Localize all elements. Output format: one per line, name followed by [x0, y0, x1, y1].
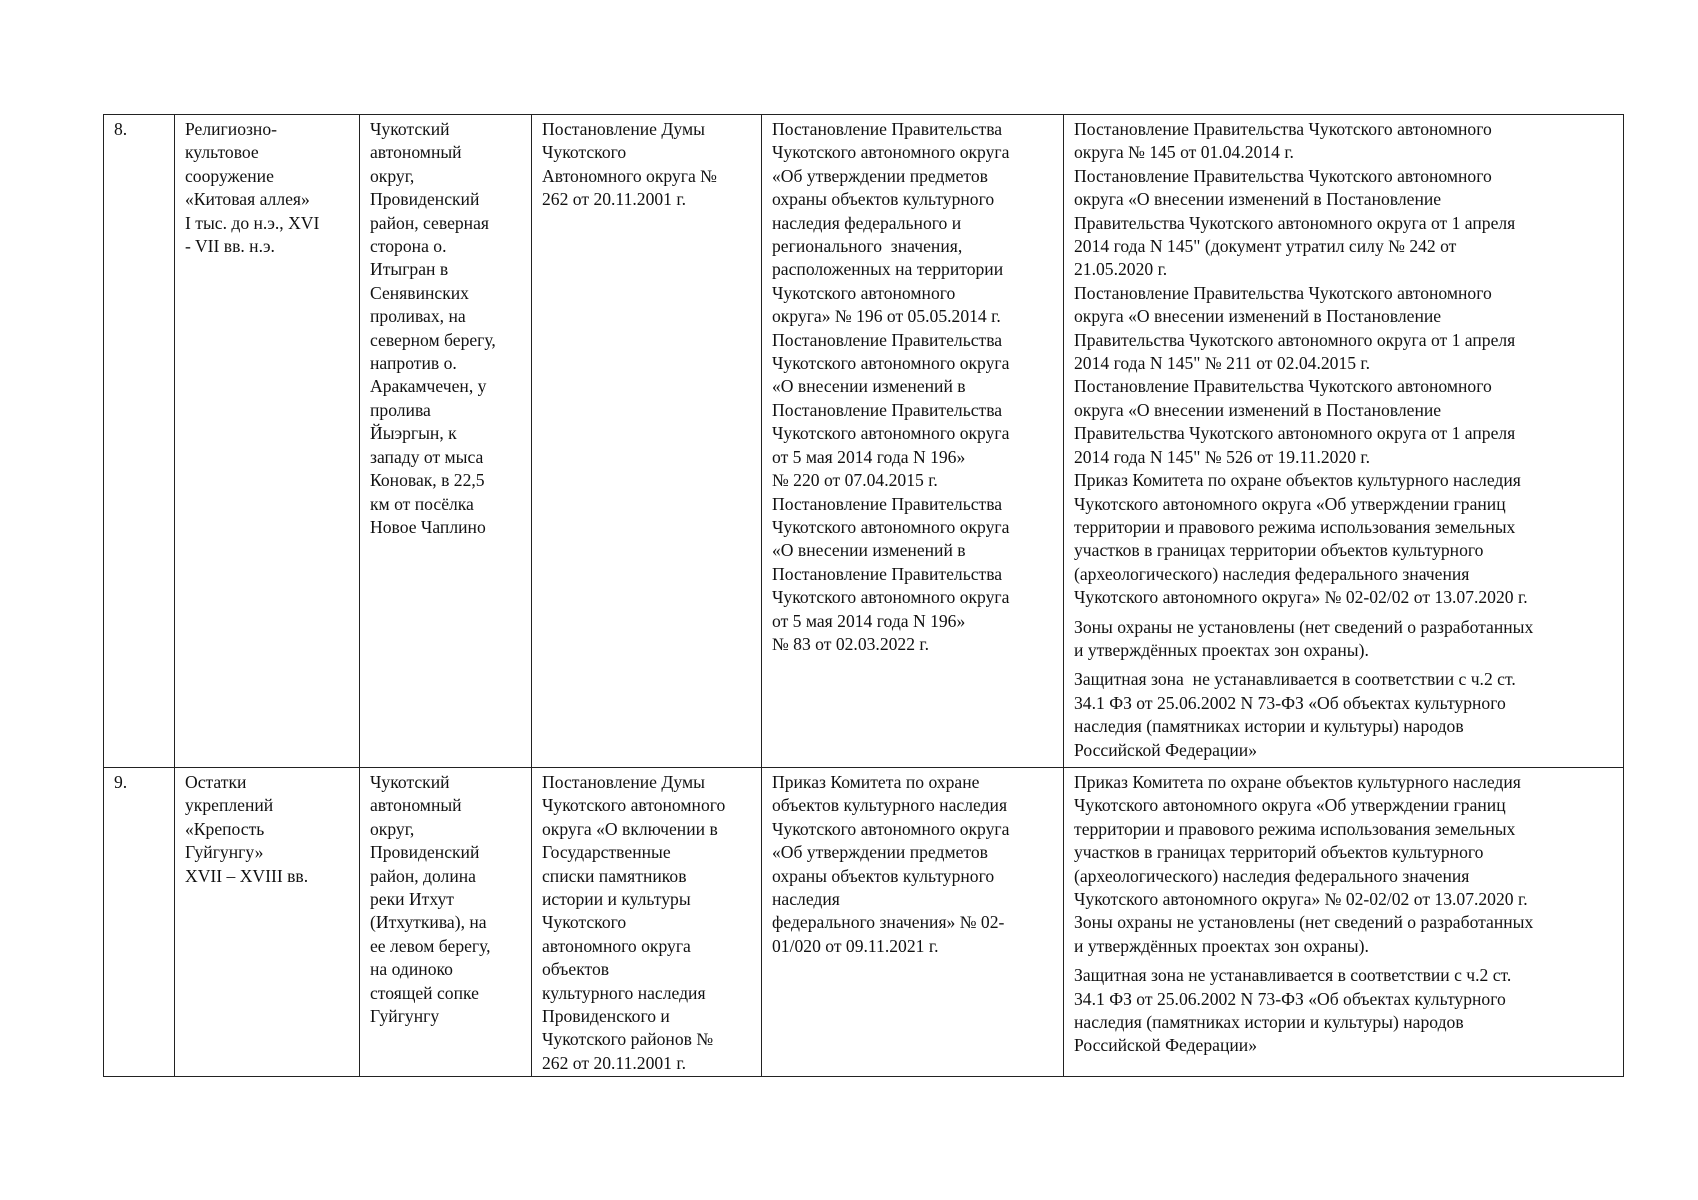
text-line: и утверждённых проектах зон охраны). [1074, 935, 1369, 956]
text-line: Чукотского автономного округа [772, 818, 1010, 839]
text-line: Постановление Правительства [772, 119, 1003, 139]
object-location-cell [360, 768, 532, 1077]
text-line: участков в границах территории объектов культурного [1074, 540, 1484, 561]
text-line: округ, [370, 165, 415, 186]
text-line: Сенявинских [370, 282, 469, 303]
text-line: Постановление Думы [542, 119, 705, 139]
table-row [104, 768, 1624, 1077]
text-line: 262 от 20.11.2001 г. [542, 1052, 686, 1073]
text-line: Новое Чаплино [370, 516, 486, 537]
protection-subject-cell [762, 768, 1064, 1077]
text-line: Чукотского автономного округа «Об утверждении границ [1074, 493, 1506, 514]
text-line: Зоны охраны не установлены (нет сведений о разработанных [1074, 616, 1534, 637]
text-line: наследия [772, 889, 840, 910]
text-line: наследия (памятниках истории и культуры) народов [1074, 1012, 1464, 1033]
text-line: округа «О внесении изменений в Постановление [1074, 189, 1442, 210]
text-line: Провиденский [370, 189, 480, 210]
text-line: Чукотского автономного округа» № 02-02/02 от 13.07.2020 г. [1074, 587, 1528, 608]
document-paragraph [1074, 668, 1620, 762]
text-line: округа «О внесении изменений в Постановление [1074, 399, 1442, 420]
text-line: ее левом берегу, [370, 935, 491, 956]
text-line: 01/020 от 09.11.2021 г. [772, 935, 939, 956]
text-line: регионального значения, [772, 236, 963, 257]
text-line: Чукотского районов № [542, 1029, 714, 1050]
text-line: проливах, на [370, 306, 466, 327]
object-name-cell [175, 768, 360, 1077]
text-line: округа» № 196 от 05.05.2014 г. [772, 306, 1001, 327]
registration-decision-cell [532, 115, 762, 768]
text-line: культурного наследия [542, 982, 706, 1003]
text-line: Постановление Правительства [772, 563, 1003, 584]
text-line: Постановление Правительства [772, 399, 1003, 420]
row-number-cell [104, 768, 175, 1077]
row-number: 9. [114, 772, 128, 792]
text-line: территории и правового режима использования земельных [1074, 818, 1516, 839]
text-line: Постановление Правительства Чукотского автономного [1074, 119, 1492, 139]
text-line: округа «О внесении изменений в Постановление [1074, 306, 1442, 327]
text-line: пролива [370, 399, 431, 420]
text-line: 34.1 ФЗ от 25.06.2002 N 73-ФЗ «Об объектах культурного [1074, 988, 1506, 1009]
text-line: № 220 от 07.04.2015 г. [772, 470, 938, 491]
text-line: сторона о. [370, 236, 447, 257]
text-line: район, долина [370, 865, 476, 886]
registration-decision-cell [532, 768, 762, 1077]
text-line: от 5 мая 2014 года N 196» [772, 446, 966, 467]
text-line: (археологического) наследия федерального значения [1074, 865, 1470, 886]
text-line: Чукотский [370, 772, 450, 792]
text-line: 262 от 20.11.2001 г. [542, 189, 686, 210]
text-line: автономный [370, 142, 462, 163]
text-line: федерального значения» № 02- [772, 912, 1005, 933]
text-line: на одиноко [370, 959, 453, 980]
text-line: Российской Федерации» [1074, 1035, 1257, 1056]
row-number: 8. [114, 119, 128, 139]
text-line: Приказ Комитета по охране [772, 772, 980, 792]
text-line: реки Итхут [370, 889, 454, 910]
text-line: объектов культурного наследия [772, 795, 1008, 816]
text-line: «Об утверждении предметов [772, 165, 988, 186]
text-line: автономного округа [542, 935, 691, 956]
boundary-documents-cell [1064, 115, 1624, 768]
text-line: Чукотского автономного округа [772, 142, 1010, 163]
text-line: Провиденский [370, 842, 480, 863]
text-line: Остатки [185, 772, 247, 792]
text-line: списки памятников [542, 865, 687, 886]
text-line: Чукотского автономного [542, 795, 726, 816]
text-line: сооружение [185, 165, 274, 186]
text-line: охраны объектов культурного [772, 865, 995, 886]
text-line: Чукотского автономного округа [772, 587, 1010, 608]
text-line: Защитная зона не устанавливается в соответствии с ч.2 ст. [1074, 965, 1512, 986]
text-line: район, северная [370, 212, 489, 233]
text-line: и утверждённых проектах зон охраны). [1074, 639, 1369, 660]
text-line: I тыс. до н.э., XVI [185, 212, 320, 233]
text-line: территории и правового режима использования земельных [1074, 516, 1516, 537]
text-line: округ, [370, 818, 415, 839]
table-row [104, 115, 1624, 768]
text-line: от 5 мая 2014 года N 196» [772, 610, 966, 631]
text-line: Гуйгунгу [370, 1006, 440, 1027]
text-line: культовое [185, 142, 259, 163]
document-paragraph [1074, 964, 1620, 1058]
heritage-objects-table [103, 114, 1624, 1077]
text-line: Зоны охраны не установлены (нет сведений о разработанных [1074, 912, 1534, 933]
text-line: округа № 145 от 01.04.2014 г. [1074, 142, 1294, 163]
boundary-documents-cell [1064, 768, 1624, 1077]
text-line: «О внесении изменений в [772, 376, 966, 397]
text-line: Защитная зона не устанавливается в соответствии с ч.2 ст. [1074, 669, 1516, 690]
text-line: - VII вв. н.э. [185, 236, 275, 257]
text-line: Чукотского автономного округа [772, 423, 1010, 444]
text-line: Гуйгунгу» [185, 842, 264, 863]
text-line: «Об утверждении предметов [772, 842, 988, 863]
document-paragraph [1074, 118, 1620, 610]
text-line: Правительства Чукотского автономного округа от 1 апреля [1074, 329, 1516, 350]
text-line: км от посёлка [370, 493, 474, 514]
text-line: Чукотского автономного округа» № 02-02/02 от 13.07.2020 г. [1074, 889, 1528, 910]
text-line: Провиденского и [542, 1006, 670, 1027]
table-body [104, 115, 1624, 1077]
text-line: Аракамчечен, у [370, 376, 487, 397]
text-line: округа «О включении в [542, 818, 718, 839]
text-line: XVII – XVIII вв. [185, 865, 309, 886]
text-line: 34.1 ФЗ от 25.06.2002 N 73-ФЗ «Об объектах культурного [1074, 692, 1506, 713]
text-line: Приказ Комитета по охране объектов культурного наследия [1074, 772, 1521, 792]
text-line: Чукотского автономного округа «Об утверждении границ [1074, 795, 1506, 816]
text-line: объектов [542, 959, 610, 980]
text-line: расположенных на территории [772, 259, 1004, 280]
text-line: 2014 года N 145" (документ утратил силу № 242 от [1074, 236, 1457, 257]
text-line: Чукотского [542, 142, 627, 163]
object-location-cell [360, 115, 532, 768]
text-line: Постановление Правительства [772, 493, 1003, 514]
text-line: 2014 года N 145" № 526 от 19.11.2020 г. [1074, 446, 1371, 467]
text-line: Религиозно- [185, 119, 278, 139]
text-line: автономный [370, 795, 462, 816]
text-line: Российской Федерации» [1074, 739, 1257, 760]
text-line: Государственные [542, 842, 671, 863]
text-line: северном берегу, [370, 329, 496, 350]
document-paragraph [1074, 616, 1620, 663]
text-line: Йыэргын, к [370, 423, 457, 444]
text-line: укреплений [185, 795, 274, 816]
text-line: Правительства Чукотского автономного округа от 1 апреля [1074, 212, 1516, 233]
text-line: Чукотского автономного округа [772, 516, 1010, 537]
text-line: Приказ Комитета по охране объектов культурного наследия [1074, 470, 1521, 491]
object-name-cell [175, 115, 360, 768]
text-line: западу от мыса [370, 446, 484, 467]
text-line: Постановление Правительства [772, 329, 1003, 350]
text-line: Коновак, в 22,5 [370, 470, 485, 491]
text-line: Автономного округа № [542, 165, 717, 186]
text-line: (Итхуткива), на [370, 912, 487, 933]
text-line: Чукотского [542, 912, 627, 933]
text-line: 2014 года N 145" № 211 от 02.04.2015 г. [1074, 353, 1371, 374]
text-line: наследия федерального и [772, 212, 962, 233]
text-line: напротив о. [370, 353, 457, 374]
text-line: Чукотский [370, 119, 450, 139]
protection-subject-cell [762, 115, 1064, 768]
text-line: Итыгран в [370, 259, 449, 280]
text-line: Постановление Правительства Чукотского автономного [1074, 282, 1492, 303]
document-paragraph [1074, 771, 1620, 958]
text-line: Чукотского автономного [772, 282, 956, 303]
text-line: охраны объектов культурного [772, 189, 995, 210]
text-line: № 83 от 02.03.2022 г. [772, 633, 930, 654]
text-line: Постановление Правительства Чукотского автономного [1074, 376, 1492, 397]
text-line: Постановление Думы [542, 772, 705, 792]
text-line: стоящей сопке [370, 982, 479, 1003]
text-line: истории и культуры [542, 889, 691, 910]
row-number-cell [104, 115, 175, 768]
text-line: Постановление Правительства Чукотского автономного [1074, 165, 1492, 186]
text-line: «Китовая аллея» [185, 189, 310, 210]
text-line: наследия (памятниках истории и культуры) народов [1074, 716, 1464, 737]
text-line: Правительства Чукотского автономного округа от 1 апреля [1074, 423, 1516, 444]
text-line: «Крепость [185, 818, 265, 839]
text-line: Чукотского автономного округа [772, 353, 1010, 374]
text-line: (археологического) наследия федерального значения [1074, 563, 1470, 584]
text-line: 21.05.2020 г. [1074, 259, 1168, 280]
text-line: «О внесении изменений в [772, 540, 966, 561]
text-line: участков в границах территорий объектов культурного [1074, 842, 1484, 863]
